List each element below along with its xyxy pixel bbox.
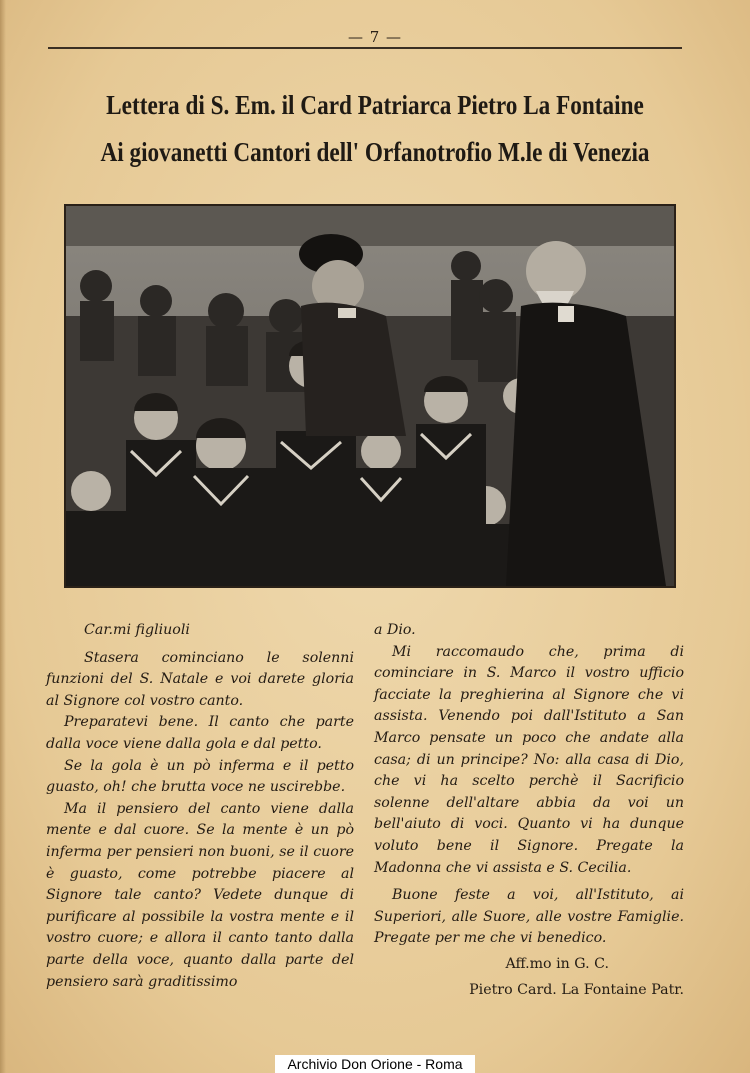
archive-watermark-label: Archivio Don Orione - Roma [275, 1055, 475, 1073]
article-title-line-1: Lettera di S. Em. il Card Patriarca Pietro La Fontaine [106, 90, 644, 120]
letter-paragraph: Stasera cominciano le solenni funzioni del S. Natale e voi darete gloria al Signore col vostro canto. [46, 649, 354, 709]
page-number: — 7 — [347, 28, 403, 46]
letter-paragraph: Buone feste a voi, all'Istituto, ai Superiori, alle Suore, alle vostre Famiglie. Pregate per me che vi benedico. [374, 887, 684, 947]
letter-right-column [374, 620, 684, 1001]
header-rule [48, 47, 682, 49]
letter-closing: Aff.mo in G. C. [505, 955, 609, 972]
letter-paragraph: a Dio. [374, 622, 416, 638]
photo-illustration [66, 206, 674, 586]
letter-paragraph: Se la gola è un pò inferma e il petto guasto, oh! che brutta voce ne uscirebbe. [46, 757, 354, 796]
letter-left-column [46, 620, 354, 993]
article-title-line-2: Ai giovanetti Cantori dell' Orfanotrofio M.le di Venezia [100, 137, 650, 167]
letter-paragraph: Ma il pensiero del canto viene dalla mente e dal cuore. Se la mente è un pò inferma per pensieri non buoni, se il cuore è guasto, come potrebbe piacere al Signore tale canto? Vedete dunque di purificare al possibile la vostra mente e il vostro cuore; e allora il canto tanto dalla parte della voce, quanto dalla parte del pensiero sarà graditissimo [46, 800, 354, 990]
letter-paragraph: Mi raccomaudo che, prima di cominciare in S. Marco il vostro ufficio facciate la preghierina al Signore che vi assista. Venendo poi dall'Istituto a San Marco pensate un poco che andate alla casa; di un principe? No: alla casa di Dio, che vi ha scelto perchè il Sacrificio solenne dell'altare abbia da voi un bell'aiuto di voci. Quanto vi ha dunque voluto bene il Signore. Pregate la Madonna che vi assista e S. Cecilia. [374, 643, 684, 876]
letter-paragraph: Preparatevi bene. Il canto che parte dalla voce viene dalla gola e dal petto. [46, 714, 354, 752]
group-photo [64, 204, 676, 588]
letter-salutation: Car.mi figliuoli [84, 622, 190, 638]
page-edge-shadow [0, 0, 6, 1073]
letter-signature: Pietro Card. La Fontaine Patr. [469, 981, 684, 998]
